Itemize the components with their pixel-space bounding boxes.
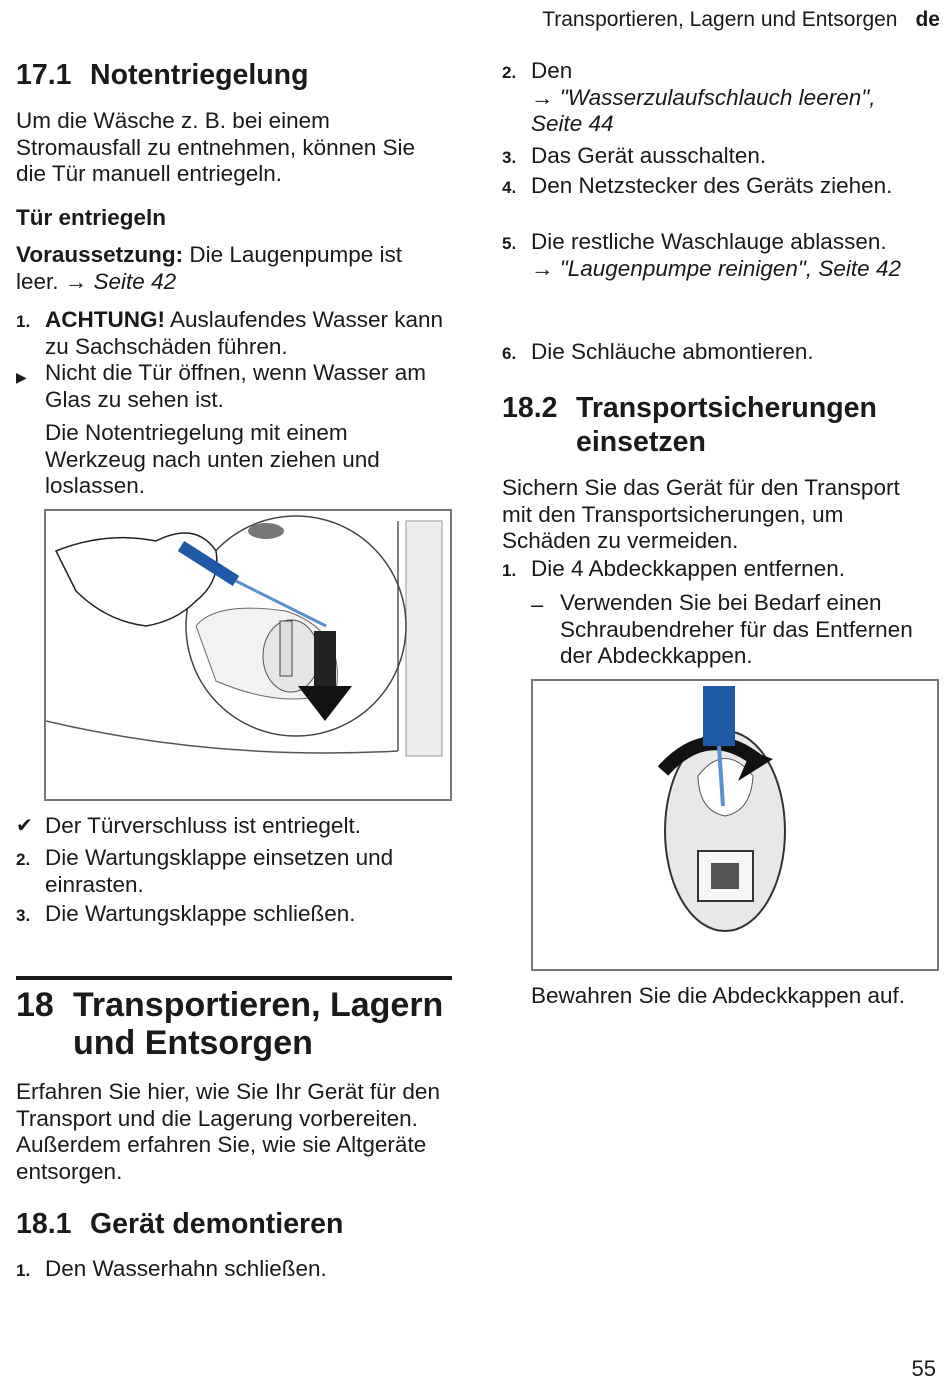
warning-bullet: ▶ Nicht die Tür öffnen, wenn Wasser am Glas zu sehen ist.	[16, 360, 427, 412]
intro-18: Erfahren Sie hier, wie Sie Ihr Gerät für den Transport und die Lagerung vorbereiten. Außerdem erfahren Sie, wie sie Altgeräte entsorgen.	[16, 1079, 440, 1184]
emergency-release-illustration	[46, 511, 450, 799]
section-18-2	[502, 391, 942, 459]
header-section-title: Transportieren, Lagern und Entsorgen	[542, 8, 898, 31]
section-17-1	[16, 58, 456, 92]
step-18-1-3: 3. Das Gerät ausschalten.	[502, 143, 767, 168]
step-18-1-4: 4. Den Netzstecker des Geräts ziehen.	[502, 173, 893, 198]
step-18-1-1: 1. Den Wasserhahn schließen.	[16, 1256, 327, 1281]
figure-cover-caps	[531, 679, 939, 971]
section-18-1	[16, 1207, 456, 1241]
result-unlocked: ✔ Der Türverschluss ist entriegelt.	[16, 813, 361, 838]
chapter-rule	[16, 976, 452, 980]
intro-18-2: Sichern Sie das Gerät für den Transport mit den Transportsicherungen, um Schäden zu vermeiden.	[502, 475, 900, 553]
heading-18-1: 18.1 Gerät demontieren	[16, 1208, 344, 1240]
step-18-1-2: 2. Den → "Wasserzulaufschlauch leeren", Seite 44	[502, 58, 876, 136]
step-3: 3. Die Wartungsklappe schließen.	[16, 901, 356, 926]
chapter-18	[16, 986, 456, 1062]
ref-drain-pump[interactable]: → "Laugenpumpe reinigen", Seite 42	[531, 255, 901, 281]
step-18-1-5: 5. Die restliche Waschlauge ablassen. → "Laugenpumpe reinigen", Seite 42	[502, 229, 901, 281]
step-18-1-6: 6. Die Schläuche abmontieren.	[502, 339, 814, 364]
step-1-action: Die Notentriegelung mit einem Werkzeug nach unten ziehen und loslassen.	[45, 420, 380, 498]
intro-17-1: Um die Wäsche z. B. bei einem Stromausfall zu entnehmen, können Sie die Tür manuell entriegeln.	[16, 108, 415, 186]
step-2: 2. Die Wartungsklappe einsetzen und einrasten.	[16, 845, 394, 897]
precondition: Voraussetzung: Die Laugenpumpe ist leer. → Seite 42	[16, 242, 403, 294]
keep-caps-note: Bewahren Sie die Abdeckkappen auf.	[531, 983, 906, 1008]
checkmark-icon: ✔	[16, 815, 33, 837]
ref-water-inlet-hose[interactable]: → "Wasserzulaufschlauch leeren", Seite 44	[531, 84, 876, 136]
running-header	[542, 8, 940, 32]
step-18-2-1: 1. Die 4 Abdeckkappen entfernen.	[502, 556, 845, 581]
dash-marker: –	[531, 592, 544, 617]
step-1-warning: 1. ACHTUNG! Auslaufendes Wasser kann zu Sachschäden führen.	[16, 307, 444, 359]
cover-cap-illustration	[533, 681, 937, 969]
heading-18: 18 Transportieren, Lagern und Entsorgen	[16, 986, 444, 1062]
figure-emergency-release	[44, 509, 452, 801]
subheading-door-unlock: Tür entriegeln	[16, 205, 167, 230]
header-language: de	[915, 8, 940, 31]
page-number: 55	[911, 1356, 936, 1381]
dash-item: – Verwenden Sie bei Bedarf einen Schraubendreher für das Entfernen der Abdeckkappen.	[531, 590, 913, 668]
triangle-bullet-icon: ▶	[16, 369, 27, 385]
heading-17-1: 17.1 Notentriegelung	[16, 59, 309, 91]
heading-18-2: 18.2 Transportsicherungen einsetzen	[502, 392, 877, 458]
